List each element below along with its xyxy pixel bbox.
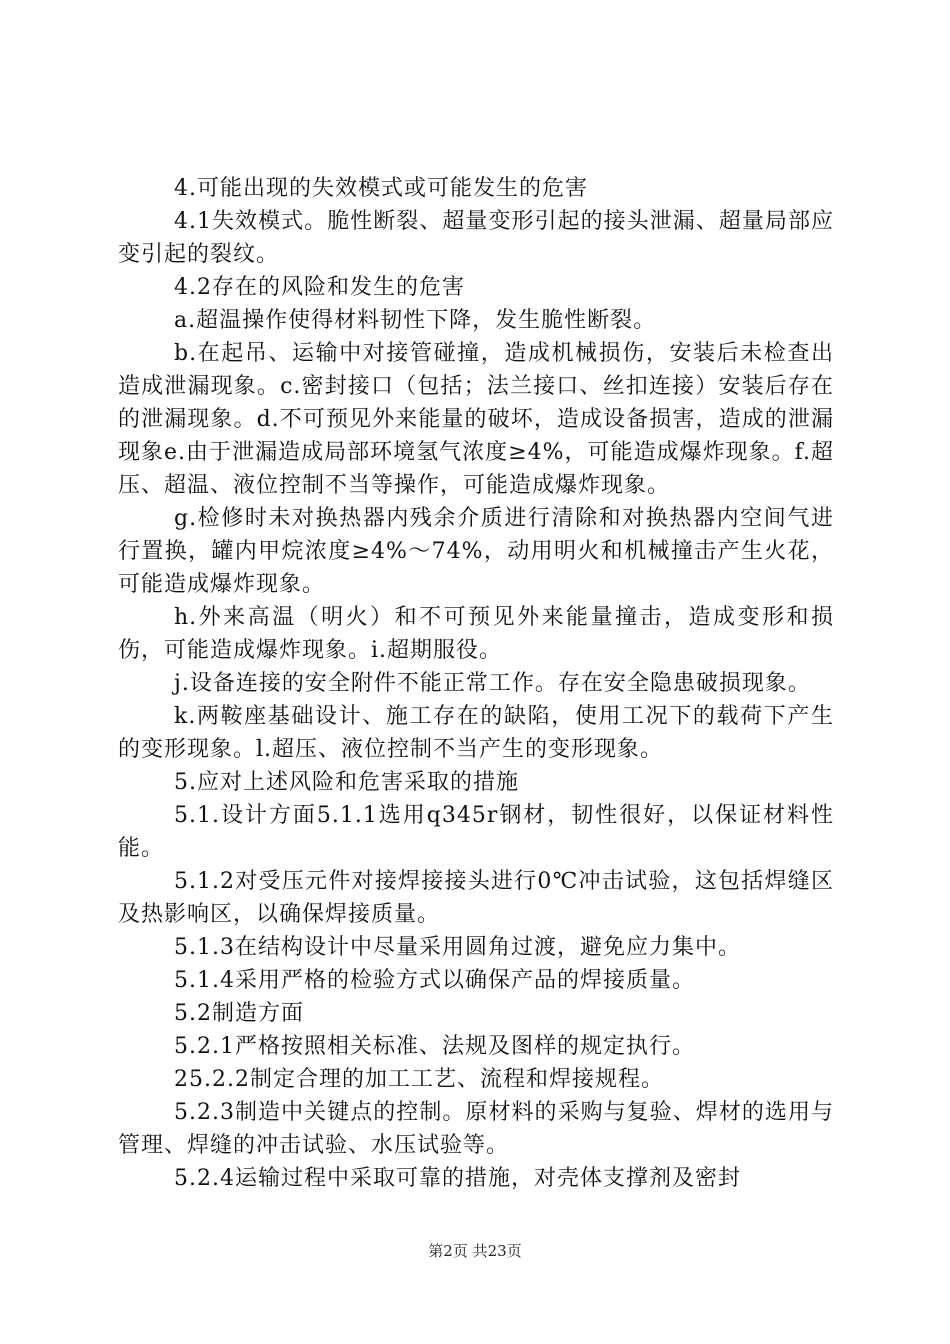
paragraph: j.设备连接的安全附件不能正常工作。存在安全隐患破损现象。 [174,671,811,696]
page-footer: 第2页 共23页 [428,1242,522,1260]
paragraph: 5.1.4采用严格的检验方式以确保产品的焊接质量。 [174,968,695,993]
paragraph: 5.1.3在结构设计中尽量采用圆角过渡，避免应力集中。 [174,935,741,960]
paragraph: 25.2.2制定合理的加工工艺、流程和焊接规程。 [174,1067,664,1092]
paragraph: 5.1.设计方面5.1.1选用q345r钢材，韧性很好，以保证材料性能。 [118,803,834,861]
paragraph: b.在起吊、运输中对接管碰撞，造成机械损伤，安装后未检查出造成泄漏现象。c.密封接口（包括；法兰接口、丝扣连接）安装后存在的泄漏现象。d.不可预见外来能量的破坏，造成设备损害，造成的泄漏现象e.由于泄漏造成局部环境氢气浓度≥4%，可能造成爆炸现象。f.超压、超温、液位控制不当等操作，可能造成爆炸现象。 [118,341,834,498]
paragraph: a.超温操作使得材料韧性下降，发生脆性断裂。 [174,308,657,333]
paragraph: 4.2存在的风险和发生的危害 [174,275,465,300]
paragraph: 4.1失效模式。脆性断裂、超量变形引起的接头泄漏、超量局部应变引起的裂纹。 [118,209,834,267]
paragraph: 5.2.4运输过程中采取可靠的措施，对壳体支撑剂及密封 [174,1166,741,1191]
paragraph: 5.1.2对受压元件对接焊接接头进行0℃冲击试验，这包括焊缝区及热影响区，以确保焊接质量。 [118,869,834,927]
paragraph: 5.2.1严格按照相关标准、法规及图样的规定执行。 [174,1034,695,1059]
paragraph: g.检修时未对换热器内残余介质进行清除和对换热器内空间气进行置换，罐内甲烷浓度≥4%～74%，动用明火和机械撞击产生火花，可能造成爆炸现象。 [118,506,834,597]
paragraph: 5.2.3制造中关键点的控制。原材料的采购与复验、焊材的选用与管理、焊缝的冲击试验、水压试验等。 [118,1100,834,1158]
paragraph: 5.2制造方面 [174,1001,304,1026]
paragraph: 4.可能出现的失效模式或可能发生的危害 [174,176,588,201]
paragraph: 5.应对上述风险和危害采取的措施 [174,770,519,795]
paragraph: h.外来高温（明火）和不可预见外来能量撞击，造成变形和损伤，可能造成爆炸现象。i.超期服役。 [118,605,834,663]
body-text [118,172,834,1195]
paragraph: k.两鞍座基础设计、施工存在的缺陷，使用工况下的载荷下产生的变形现象。l.超压、液位控制不当产生的变形现象。 [118,704,834,762]
